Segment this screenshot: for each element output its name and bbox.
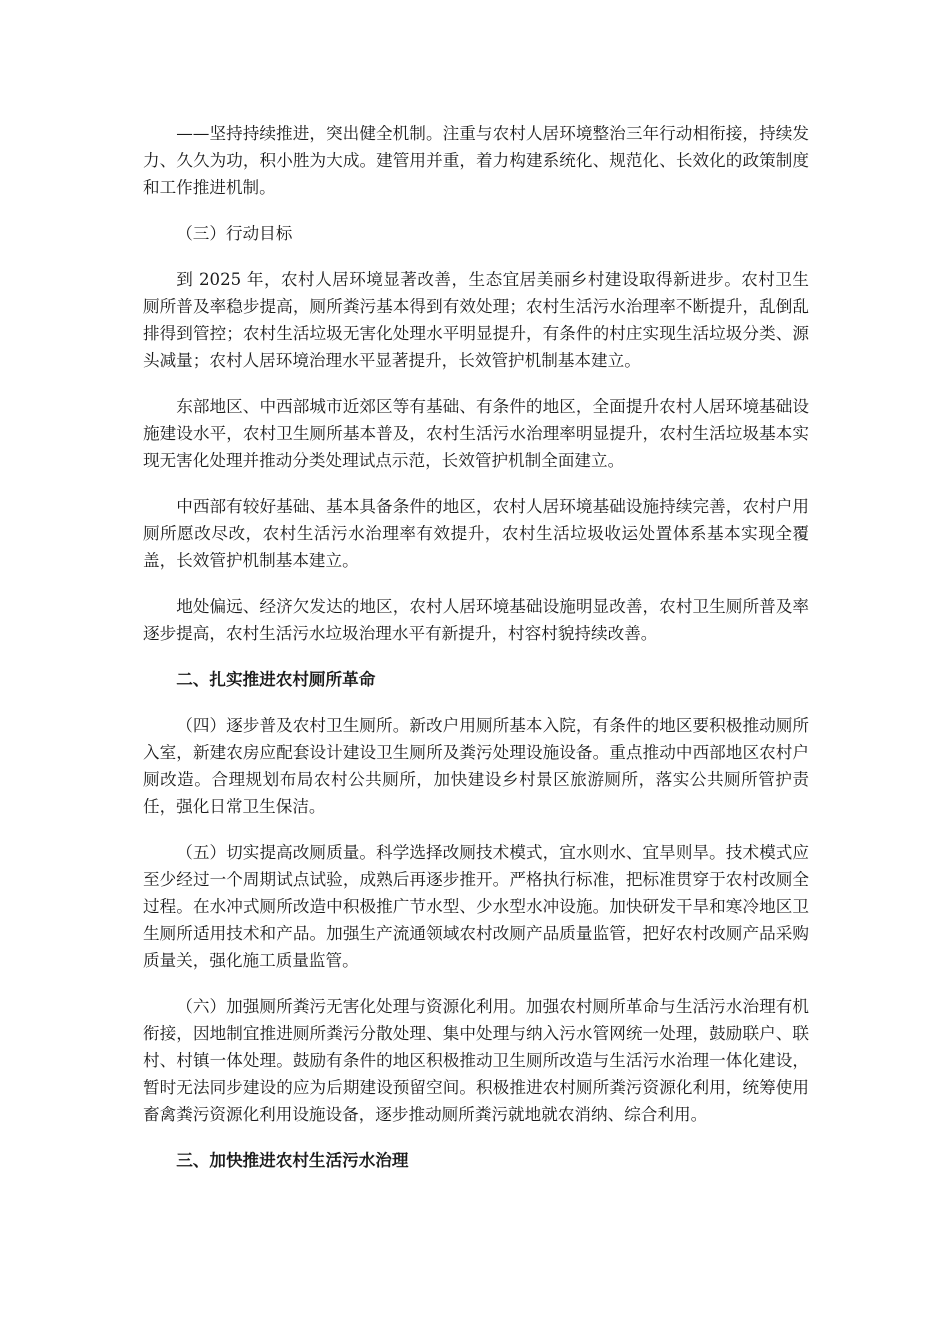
paragraph-2025-goals: 到 2025 年，农村人居环境显著改善，生态宜居美丽乡村建设取得新进步。农村卫生厕所普及率稳步提高，厕所粪污基本得到有效处理；农村生活污水治理率不断提升，乱倒乱排得到管控；农村生活垃圾无害化处理水平明显提升，有条件的村庄实现生活垃圾分类、源头减量；农村人居环境治理水平显著提升，长效管护机制基本建立。 [143,270,809,370]
paragraph-item-six: （六）加强厕所粪污无害化处理与资源化利用。加强农村厕所革命与生活污水治理有机衔接，因地制宜推进厕所粪污分散处理、集中处理与纳入污水管网统一处理，鼓励联户、联村、村镇一体处理。鼓励有条件的地区积极推动卫生厕所改造与生活污水治理一体化建设，暂时无法同步建设的应为后期建设预留空间。积极推进农村厕所粪污资源化利用，统筹使用畜禽粪污资源化利用设施设备，逐步推动厕所粪污就地就农消纳、综合利用。 [143,997,809,1124]
paragraph-eastern-regions: 东部地区、中西部城市近郊区等有基础、有条件的地区，全面提升农村人居环境基础设施建设水平，农村卫生厕所基本普及，农村生活污水治理率明显提升，农村生活垃圾基本实现无害化处理并推动分类处理试点示范，长效管护机制全面建立。 [143,397,809,470]
paragraph-remote-regions: 地处偏远、经济欠发达的地区，农村人居环境基础设施明显改善，农村卫生厕所普及率逐步提高，农村生活污水垃圾治理水平有新提升，村容村貌持续改善。 [143,597,809,643]
paragraph-mechanism: ——坚持持续推进，突出健全机制。注重与农村人居环境整治三年行动相衔接，持续发力、久久为功，积小胜为大成。建管用并重，着力构建系统化、规范化、长效化的政策制度和工作推进机制。 [143,124,809,197]
document-body [143,120,809,1193]
paragraph-item-five: （五）切实提高改厕质量。科学选择改厕技术模式，宜水则水、宜旱则旱。技术模式应至少经过一个周期试点试验，成熟后再逐步推开。严格执行标准，把标准贯穿于农村改厕全过程。在水冲式厕所改造中积极推广节水型、少水型水冲设施。加快研发干旱和寒冷地区卫生厕所适用技术和产品。加强生产流通领域农村改厕产品质量监管，把好农村改厕产品采购质量关，强化施工质量监管。 [143,843,809,970]
section-heading-sewage-treatment: 三、加快推进农村生活污水治理 [176,1151,409,1170]
paragraph-item-four: （四）逐步普及农村卫生厕所。新改户用厕所基本入院，有条件的地区要积极推动厕所入室，新建农房应配套设计建设卫生厕所及粪污处理设施设备。重点推动中西部地区农村户厕改造。合理规划布局农村公共厕所，加快建设乡村景区旅游厕所，落实公共厕所管护责任，强化日常卫生保洁。 [143,716,809,816]
section-heading-toilet-revolution: 二、扎实推进农村厕所革命 [176,670,376,689]
paragraph-central-western-regions: 中西部有较好基础、基本具备条件的地区，农村人居环境基础设施持续完善，农村户用厕所愿改尽改，农村生活污水治理率有效提升，农村生活垃圾收运处置体系基本实现全覆盖，长效管护机制基本建立。 [143,497,809,570]
subheading-action-goals: （三）行动目标 [176,224,293,243]
